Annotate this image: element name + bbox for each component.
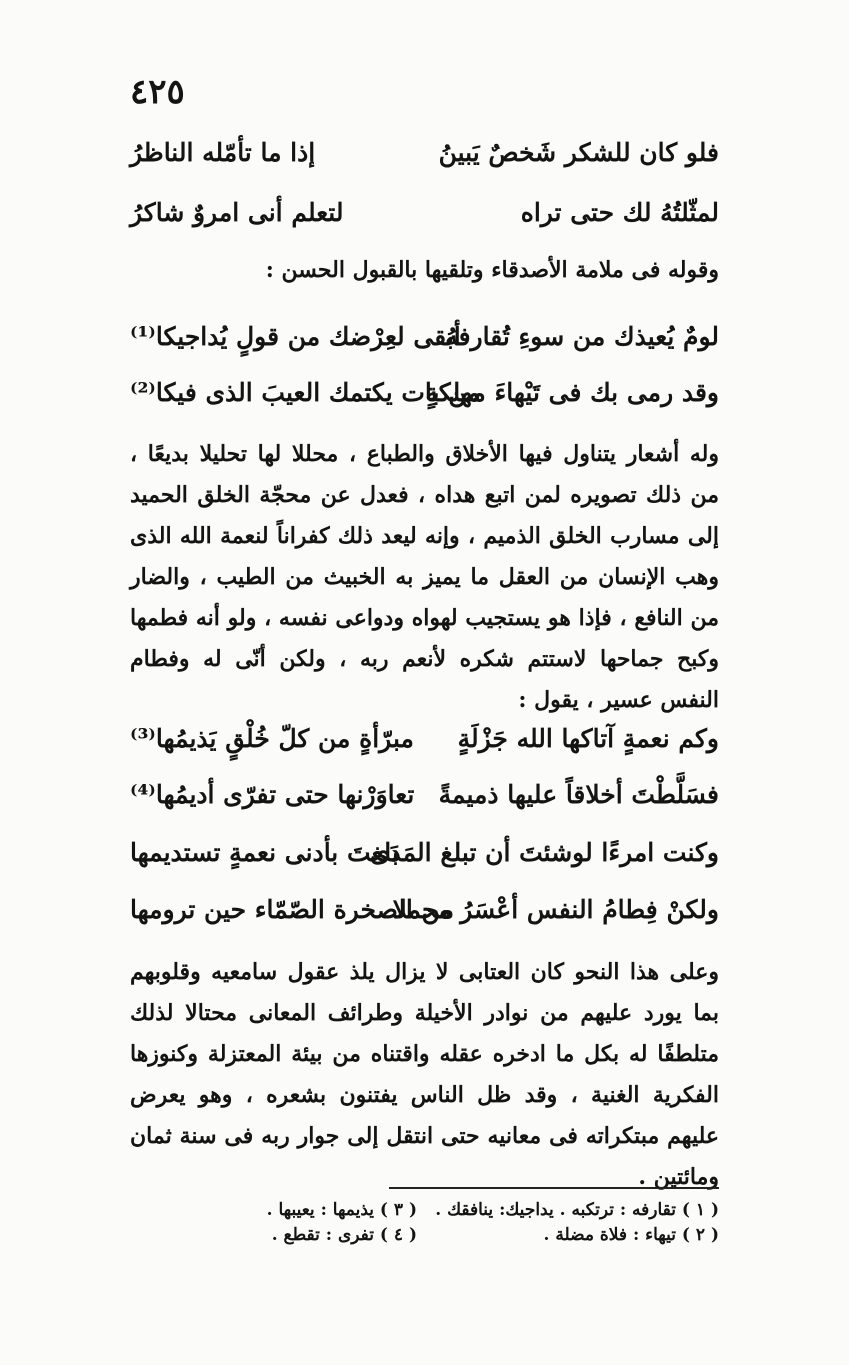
footnote: ( ٣ ) يذيمها : يعيبها . <box>266 1200 417 1220</box>
verse-second-hemistich: لتعلم أنى امروٌ شاكرُ <box>130 198 344 227</box>
verse-second-hemistich: إذا ما تأمّله الناظرُ <box>130 138 316 167</box>
verse-first-hemistich: لومٌ يُعيذك من سوءِ تُقارفهُ <box>445 322 719 351</box>
verse-line <box>130 770 719 820</box>
verse-first-hemistich: وكم نعمةٍ آتاكها الله جَزْلَةٍ <box>457 724 719 753</box>
verse-second-hemistich: بلغتَ بأدنى نعمةٍ تستديمها <box>130 838 399 867</box>
verse-first-hemistich: فسَلَّطْتَ أخلاقاً عليها ذميمةً <box>438 780 719 809</box>
verse-line <box>130 368 719 418</box>
verse-second-hemistich: من بات يكتمك العيبَ الذى فيكا⁽²⁾ <box>130 378 481 407</box>
footnote: ( ٤ ) تفرى : تقطع . <box>271 1225 417 1245</box>
verse-line <box>130 714 719 764</box>
paragraph: وعلى هذا النحو كان العتابى لا يزال يلذ عقول سامعيه وقلوبهم بما يورد عليهم من نوادر الأخيلة وطرائف المعانى محتالا لذلك متلطفًا له بكل ما ادخره عقله واقتناه من بيئة المعتزلة وكنوزها الفكرية الغنية ، وقد ظل الناس يفتنون بشعره ، وهو يعرض عليهم مبتكراته فى معانيه حتى انتقل إلى جوار ربه فى سنة ثمان ومائتين . <box>130 959 719 1190</box>
verse-line <box>130 312 719 362</box>
verse-first-hemistich: ولكنْ فِطامُ النفس أعْسَرُ محملا <box>392 895 719 924</box>
verse-line <box>130 828 719 878</box>
verse-second-hemistich: من الصخرة الصّمّاء حين ترومها <box>130 895 454 924</box>
verse-first-hemistich: وقد رمى بك فى تَيْهاءَ مهلكةٍ <box>425 378 719 407</box>
verse-second-hemistich: تعاوَرْنها حتى تفرّى أديمُها⁽⁴⁾ <box>130 780 415 809</box>
footnote: ( ٢ ) تيهاء : فلاة مضلة . <box>543 1225 719 1245</box>
verse-intro: وقوله فى ملامة الأصدقاء وتلقيها بالقبول الحسن : <box>265 257 719 283</box>
footnote: ( ١ ) تقارفه : ترتكبه . يداجيك: ينافقك . <box>435 1200 719 1220</box>
footnote-divider <box>389 1187 719 1189</box>
paragraph: وله أشعار يتناول فيها الأخلاق والطباع ، محللا لها تحليلا بديعًا ، من ذلك تصويره لمن اتبع هداه ، فعدل عن محجّة الخلق الحميد إلى مسارب الخلق الذميم ، وإنه ليعد ذلك كفراناً لنعمة الله الذى وهب الإنسان من العقل ما يميز به الخبيث من الطيب ، والضار من النافع ، فإذا هو يستجيب لهواه ودواعى نفسه ، ولو أنه فطمها وكبح جماحها لاستتم شكره لأنعم ربه ، ولكن أنّى له وفطام النفس عسير ، يقول : <box>130 441 719 713</box>
verse-first-hemistich: وكنت امرءًا لوشئتَ أن تبلغ المَدَى <box>369 838 719 867</box>
verse-line <box>130 188 719 238</box>
verse-second-hemistich: أبقى لعِرْضك من قولٍ يُداجيكا⁽¹⁾ <box>130 322 461 351</box>
verse-first-hemistich: فلو كان للشكر شَخصٌ يَبينُ <box>438 138 719 167</box>
verse-second-hemistich: مبرّأةٍ من كلّ خُلْقٍ يَذيمُها⁽³⁾ <box>130 724 414 753</box>
page-number: ٤٢٥ <box>130 72 185 112</box>
verse-line <box>130 885 719 935</box>
verse-first-hemistich: لمثّلتُهُ لك حتى تراه <box>520 198 719 227</box>
verse-line <box>130 128 719 178</box>
